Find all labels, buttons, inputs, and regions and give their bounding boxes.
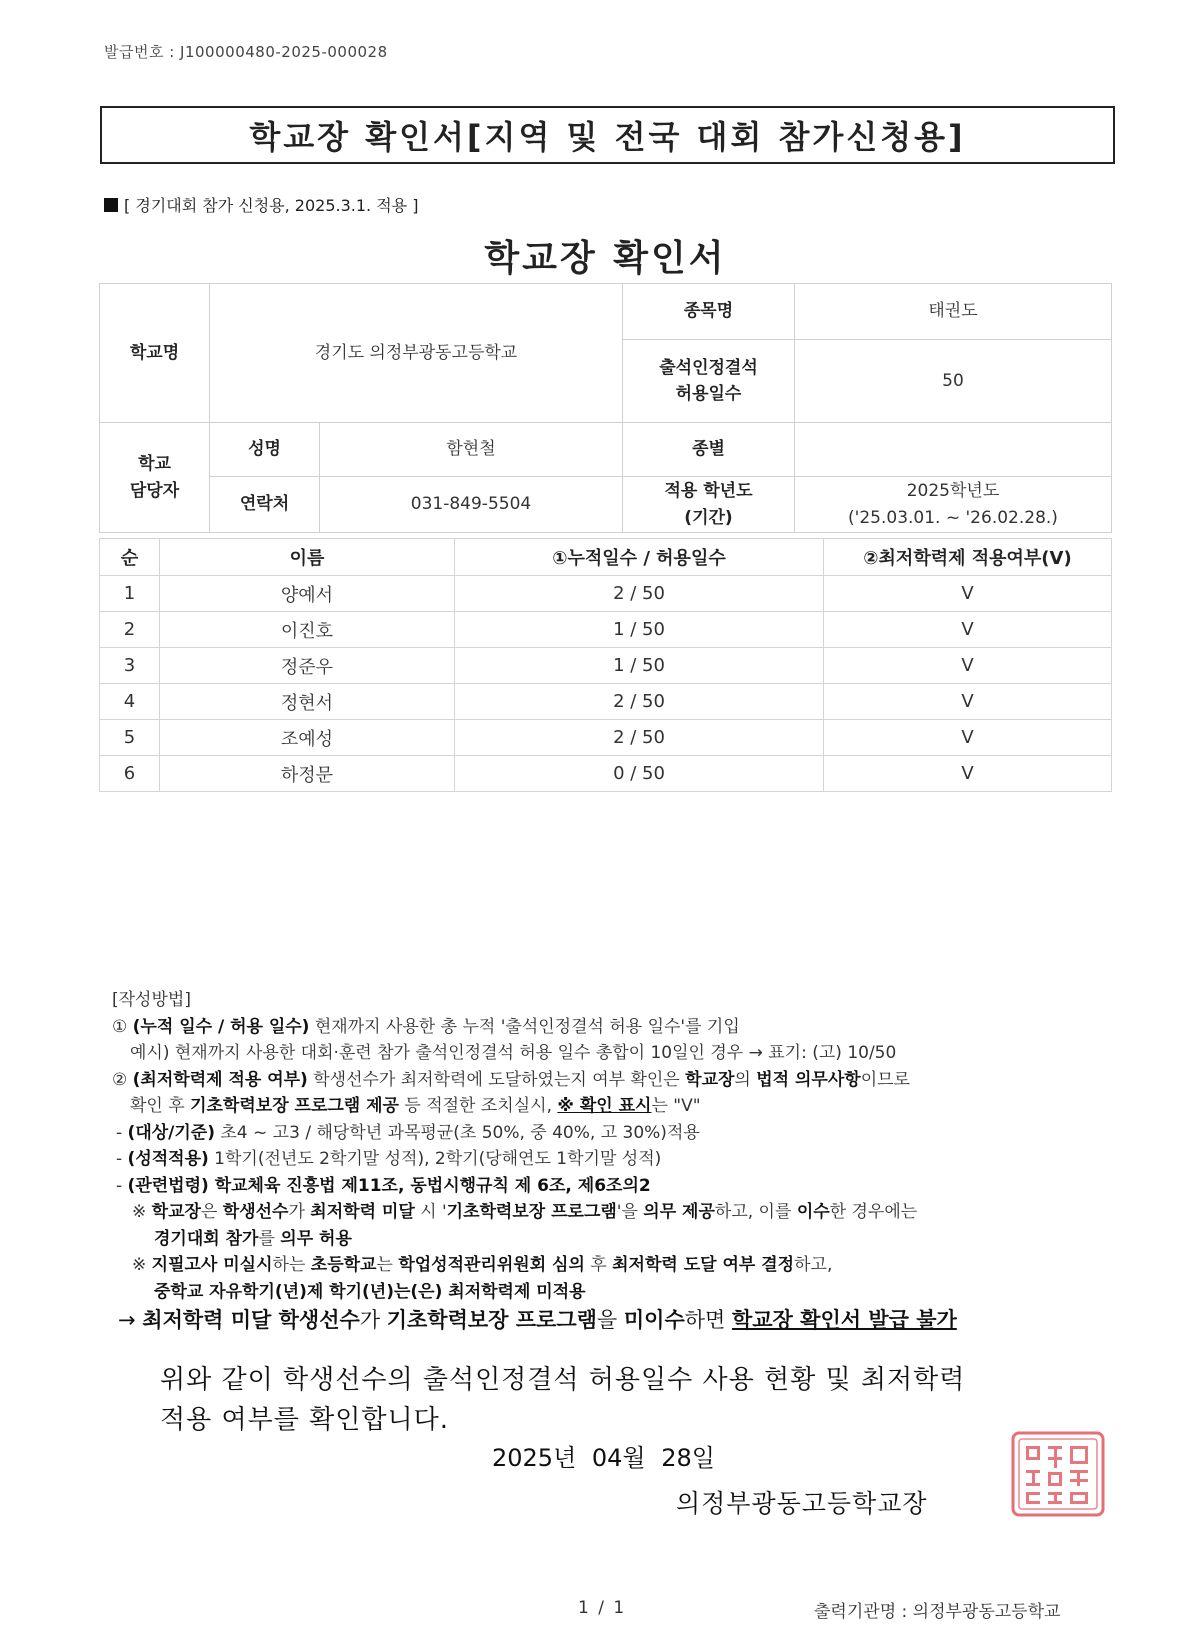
row-number: 5	[100, 720, 160, 756]
school-info-table	[99, 283, 1112, 533]
certificate-heading: 학교장 확인서	[484, 238, 727, 279]
guide-line: ※ 지필고사 미실시하는 초등학교는 학업성적관리위원회 심의 후 최저학력 도달 여부 결정하고,	[132, 1255, 833, 1275]
guide-line: 예시) 현재까지 사용한 대회·훈련 참가 출석인정결석 허용 일수 총합이 10일인 경우 → 표기: (고) 10/50	[130, 1043, 897, 1063]
document-title-box	[100, 106, 1115, 164]
document-title: 학교장 확인서[지역 및 전국 대회 참가신청용]	[249, 118, 966, 156]
guide-line: ① (누적 일수 / 허용 일수) 현재까지 사용한 총 누적 '출석인정결석 허용 일수'를 기입	[112, 1016, 740, 1037]
table-row	[100, 612, 1112, 648]
school-year-value: 2025학년도 ('25.03.01. ~ '26.02.28.)	[795, 477, 1112, 533]
min-grade-check: V	[824, 648, 1112, 684]
row-number: 2	[100, 612, 160, 648]
guide-heading: [작성방법]	[112, 990, 191, 1010]
table-row	[100, 576, 1112, 612]
table-row	[100, 756, 1112, 792]
days-used: 2 / 50	[455, 720, 824, 756]
subtitle-text: [ 경기대회 참가 신청용, 2025.3.1. 적용 ]	[124, 196, 419, 215]
column-header-min-grade: ②최저학력제 적용여부(V)	[824, 539, 1112, 576]
table-row	[100, 720, 1112, 756]
guide-line: 경기대회 참가를 의무 허용	[154, 1228, 352, 1249]
guide-line: - (관련법령) 학교체육 진흥법 제11조, 동법시행규칙 제 6조, 제6조의2	[116, 1175, 651, 1196]
sport-label: 종목명	[623, 284, 795, 340]
black-square-icon	[104, 198, 118, 212]
issue-number: 발급번호 : J100000480-2025-000028	[104, 43, 388, 61]
principal-name: 의정부광동고등학교장	[676, 1489, 928, 1518]
days-used: 2 / 50	[455, 576, 824, 612]
staff-label: 학교 담당자	[100, 423, 210, 533]
guide-line: 중학교 자유학기(년)제 학기(년)는(은) 최저학력제 미적용	[154, 1281, 586, 1302]
student-name: 이진호	[160, 612, 455, 648]
student-name: 하정문	[160, 756, 455, 792]
confirmation-line-1: 위와 같이 학생선수의 출석인정결석 허용일수 사용 현황 및 최저학력	[160, 1365, 966, 1395]
table-row	[100, 648, 1112, 684]
column-header-name: 이름	[160, 539, 455, 576]
days-used: 2 / 50	[455, 684, 824, 720]
guide-line: ② (최저학력제 적용 여부) 학생선수가 최저학력에 도달하였는지 여부 확인은 학교장의 법적 의무사항이므로	[112, 1069, 910, 1090]
days-used: 1 / 50	[455, 612, 824, 648]
min-grade-check: V	[824, 756, 1112, 792]
page-number: 1 / 1	[578, 1598, 625, 1618]
subtitle-line	[104, 193, 418, 216]
issuing-institution: 출력기관명 : 의정부광동고등학교	[814, 1602, 1061, 1622]
column-header-no: 순	[100, 539, 160, 576]
staff-name-value: 함현철	[320, 423, 623, 477]
contact-value: 031-849-5504	[320, 477, 623, 533]
student-name: 양예서	[160, 576, 455, 612]
writing-guide	[112, 987, 1152, 1334]
student-table	[99, 538, 1112, 792]
min-grade-check: V	[824, 576, 1112, 612]
confirmation-line-2: 적용 여부를 확인합니다.	[160, 1405, 449, 1435]
guide-line: - (대상/기준) 초4 ~ 고3 / 해당학년 과목평균(초 50%, 중 40%, 고 30%)적용	[116, 1122, 700, 1143]
issue-date: 2025년 04월 28일	[492, 1444, 715, 1472]
school-seal-stamp	[1010, 1430, 1106, 1518]
allowed-days-value: 50	[795, 340, 1112, 423]
min-grade-check: V	[824, 684, 1112, 720]
row-number: 4	[100, 684, 160, 720]
days-used: 0 / 50	[455, 756, 824, 792]
division-label: 종별	[623, 423, 795, 477]
days-used: 1 / 50	[455, 648, 824, 684]
guide-line: 확인 후 기초학력보장 프로그램 제공 등 적절한 조치실시, ※ 확인 표시는 "V"	[130, 1096, 701, 1116]
school-year-label: 적용 학년도 (기간)	[623, 477, 795, 533]
allowed-days-label: 출석인정결석 허용일수	[623, 340, 795, 423]
min-grade-check: V	[824, 612, 1112, 648]
staff-name-label: 성명	[210, 423, 320, 477]
row-number: 1	[100, 576, 160, 612]
sport-value: 태권도	[795, 284, 1112, 340]
confirmation-statement	[160, 1360, 965, 1440]
guide-line: - (성적적용) 1학기(전년도 2학기말 성적), 2학기(당해연도 1학기말 성적)	[116, 1149, 662, 1169]
min-grade-check: V	[824, 720, 1112, 756]
student-name: 정준우	[160, 648, 455, 684]
row-number: 6	[100, 756, 160, 792]
student-name: 조예성	[160, 720, 455, 756]
division-value	[795, 423, 1112, 477]
student-name: 정현서	[160, 684, 455, 720]
school-name-value: 경기도 의정부광동고등학교	[210, 284, 623, 423]
contact-label: 연락처	[210, 477, 320, 533]
guide-line: ※ 학교장은 학생선수가 최저학력 미달 시 '기초학력보장 프로그램'을 의무 제공하고, 이를 이수한 경우에는	[132, 1202, 918, 1222]
school-name-label: 학교명	[100, 284, 210, 423]
row-number: 3	[100, 648, 160, 684]
guide-final-line: → 최저학력 미달 학생선수가 기초학력보장 프로그램을 미이수하면 학교장 확인서 발급 불가	[118, 1308, 957, 1332]
table-row	[100, 684, 1112, 720]
column-header-days: ①누적일수 / 허용일수	[455, 539, 824, 576]
